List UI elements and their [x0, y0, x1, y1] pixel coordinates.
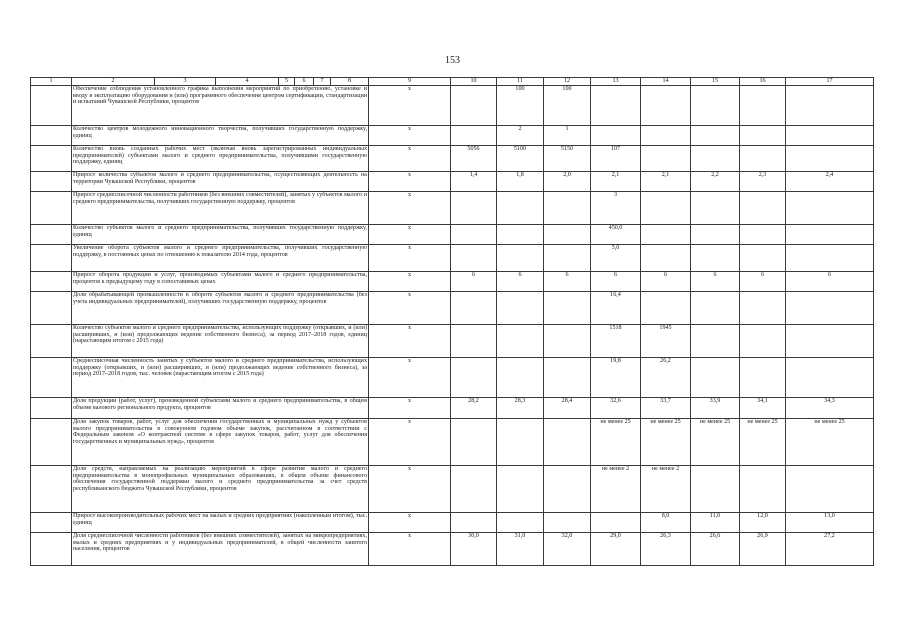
indicator-value: [451, 513, 497, 533]
indicator-value: 11,0: [691, 513, 740, 533]
column-header: 9: [369, 78, 451, 86]
table-row: [31, 466, 874, 513]
row-number-cell: [31, 225, 72, 245]
column-header: 16: [740, 78, 786, 86]
indicator-value: x: [369, 272, 451, 292]
indicator-value: [451, 245, 497, 272]
indicator-description: Прирост высокопроизводительных рабочих мест на малых и средних предприятиях (накопленным итогом), тыс. единиц: [72, 513, 369, 533]
indicator-value: [451, 225, 497, 245]
indicator-value: [691, 466, 740, 513]
indicator-value: x: [369, 419, 451, 466]
indicator-value: 8,0: [641, 513, 691, 533]
indicator-value: [451, 325, 497, 358]
indicator-value: 30,0: [451, 533, 497, 566]
indicator-value: 2,4: [786, 172, 874, 192]
table-row: [31, 533, 874, 566]
indicator-value: 6: [641, 272, 691, 292]
indicator-value: 6: [497, 272, 544, 292]
indicator-value: [497, 192, 544, 225]
indicator-value: [786, 86, 874, 126]
indicator-value: 28,3: [497, 398, 544, 419]
column-header: 13: [591, 78, 641, 86]
indicator-value: 6: [451, 272, 497, 292]
indicator-value: 1945: [641, 325, 691, 358]
indicator-value: [740, 325, 786, 358]
indicator-value: [641, 126, 691, 146]
indicator-value: 31,0: [497, 533, 544, 566]
indicator-value: [544, 292, 591, 325]
indicator-value: 6: [786, 272, 874, 292]
indicator-value: [451, 86, 497, 126]
indicator-value: [544, 358, 591, 398]
column-header: 10: [451, 78, 497, 86]
indicator-value: 2,1: [641, 172, 691, 192]
indicator-value: 2,3: [740, 172, 786, 192]
row-number-cell: [31, 513, 72, 533]
indicator-value: [691, 292, 740, 325]
indicator-value: 26,9: [740, 533, 786, 566]
indicator-value: 13,0: [786, 513, 874, 533]
indicator-value: 34,1: [740, 398, 786, 419]
indicator-description: Прирост количества субъектов малого и среднего предпринимательства, осуществляющих деятельность на территории Чувашской Республики, процентов: [72, 172, 369, 192]
row-number-cell: [31, 126, 72, 146]
column-header: 8: [331, 78, 369, 86]
column-header: 15: [691, 78, 740, 86]
indicator-value: 1,8: [497, 172, 544, 192]
indicator-value: [544, 466, 591, 513]
column-header: 4: [216, 78, 279, 86]
indicator-value: [786, 192, 874, 225]
indicator-value: [786, 466, 874, 513]
indicator-value: [591, 126, 641, 146]
indicator-value: [786, 245, 874, 272]
indicator-value: [544, 513, 591, 533]
indicator-value: [451, 358, 497, 398]
table-row: [31, 172, 874, 192]
indicator-value: [544, 419, 591, 466]
indicator-description: Обеспечение соблюдения установленного графика выполнения мероприятий по приобретению, установке и вводу в эксплуатацию оборудования и (или) программного обеспечения центром сертификации, стандартизации и испытаний Чувашской Республики, процентов: [72, 86, 369, 126]
indicator-value: не менее 2: [641, 466, 691, 513]
table-row: [31, 126, 874, 146]
indicator-value: 12,0: [740, 513, 786, 533]
indicator-value: [786, 292, 874, 325]
indicator-value: 33,7: [641, 398, 691, 419]
indicator-value: [786, 325, 874, 358]
indicator-value: x: [369, 398, 451, 419]
indicator-description: Количество вновь созданных рабочих мест (включая вновь зарегистрированных индивидуальных предпринимателей) субъектами малого и среднего предпринимательства, получившими государственную поддержку, единиц: [72, 146, 369, 172]
indicator-value: [641, 292, 691, 325]
table-row: [31, 398, 874, 419]
column-header: 12: [544, 78, 591, 86]
indicator-value: не менее 2: [591, 466, 641, 513]
indicator-value: [740, 146, 786, 172]
indicator-value: 2,1: [591, 172, 641, 192]
indicator-value: x: [369, 292, 451, 325]
indicator-value: 1: [544, 126, 591, 146]
indicator-value: [691, 126, 740, 146]
indicator-value: [641, 86, 691, 126]
indicator-value: [691, 225, 740, 245]
indicator-description: Доля средств, направляемых на реализацию мероприятий в сфере развития малого и среднего предпринимательства в монопрофильных муниципальных образованиях, в общем объеме финансового обеспечения государственной поддержки малого и среднего предпринимательства за счет средств республиканского бюджета Чувашской Республики, процентов: [72, 466, 369, 513]
column-header: 7: [314, 78, 331, 86]
indicator-value: 5056: [451, 146, 497, 172]
header-row: [31, 78, 874, 86]
indicator-value: 1518: [591, 325, 641, 358]
indicator-value: [740, 86, 786, 126]
indicator-description: Доля продукции (работ, услуг), произведенной субъектами малого и среднего предпринимательства, в общем объеме валового регионального продукта, процентов: [72, 398, 369, 419]
indicator-value: 27,2: [786, 533, 874, 566]
table-row: [31, 225, 874, 245]
indicator-description: Среднесписочная численность занятых у субъектов малого и среднего предпринимательства, использующих поддержку (открывших, и (или) расширивших, и (или) продолжающих ведение собственного бизнеса), за период 2017–2018 годов, тыс. человек (нарастающим итогом с 2015 года): [72, 358, 369, 398]
indicator-value: не менее 25: [786, 419, 874, 466]
indicator-value: [544, 192, 591, 225]
column-header: 17: [786, 78, 874, 86]
column-header: 2: [72, 78, 155, 86]
row-number-cell: [31, 325, 72, 358]
indicator-description: Доля закупок товаров, работ, услуг для обеспечения государственных и муниципальных нужд у субъектов малого предпринимательства в совокупном годовом объеме закупок, рассчитанном в соответствии с Федеральным законом «О контрактной системе в сфере закупок товаров, работ, услуг для обеспечения государственных и муниципальных нужд», процентов: [72, 419, 369, 466]
indicator-value: [691, 325, 740, 358]
indicator-value: [591, 86, 641, 126]
table-body: [31, 86, 874, 566]
table-row: [31, 146, 874, 172]
row-number-cell: [31, 192, 72, 225]
indicator-value: 100: [497, 86, 544, 126]
indicator-value: 5150: [544, 146, 591, 172]
indicator-value: [451, 292, 497, 325]
row-number-cell: [31, 245, 72, 272]
indicator-value: [451, 419, 497, 466]
indicator-value: x: [369, 225, 451, 245]
table-row: [31, 325, 874, 358]
indicator-value: [497, 225, 544, 245]
indicator-value: [740, 466, 786, 513]
indicator-value: [497, 466, 544, 513]
indicator-description: Количество центров молодежного инновационного творчества, получивших государственную поддержку, единиц: [72, 126, 369, 146]
indicator-value: [497, 419, 544, 466]
indicator-value: x: [369, 533, 451, 566]
column-header: 6: [295, 78, 314, 86]
row-number-cell: [31, 146, 72, 172]
indicator-value: [544, 325, 591, 358]
indicator-value: [740, 245, 786, 272]
indicators-table: [30, 77, 874, 566]
indicator-value: [641, 146, 691, 172]
indicator-value: 100: [544, 86, 591, 126]
indicator-value: [451, 466, 497, 513]
indicator-value: 34,3: [786, 398, 874, 419]
indicator-value: не менее 25: [740, 419, 786, 466]
indicator-description: Количество субъектов малого и среднего предпринимательства, получивших государственную поддержку, единиц: [72, 225, 369, 245]
indicator-value: 32,0: [544, 533, 591, 566]
row-number-cell: [31, 172, 72, 192]
column-header: 3: [155, 78, 216, 86]
indicator-value: не менее 25: [641, 419, 691, 466]
indicator-value: 29,0: [591, 533, 641, 566]
row-number-cell: [31, 466, 72, 513]
indicator-value: [497, 513, 544, 533]
indicator-value: [591, 513, 641, 533]
indicator-value: [786, 225, 874, 245]
indicator-value: 2,2: [691, 172, 740, 192]
indicator-value: [451, 126, 497, 146]
indicator-value: x: [369, 245, 451, 272]
row-number-cell: [31, 398, 72, 419]
indicator-value: 2,0: [544, 172, 591, 192]
table-row: [31, 292, 874, 325]
table-row: [31, 513, 874, 533]
indicator-value: x: [369, 466, 451, 513]
indicator-value: [451, 192, 497, 225]
page-number: 153: [445, 55, 460, 66]
indicator-value: не менее 25: [591, 419, 641, 466]
row-number-cell: [31, 86, 72, 126]
column-header: 5: [279, 78, 295, 86]
indicator-value: 26,6: [691, 533, 740, 566]
indicator-value: [740, 225, 786, 245]
table-row: [31, 192, 874, 225]
indicator-value: [691, 146, 740, 172]
indicator-value: 26,2: [641, 358, 691, 398]
indicator-value: 6: [691, 272, 740, 292]
indicator-description: Количество субъектов малого и среднего предпринимательства, использующих поддержку (открывших, и (или) расширивших, и (или) продолжающих ведение собственного бизнеса), за период 2017–2018 годов, единиц (нарастающим итогом с 2015 года): [72, 325, 369, 358]
indicator-value: 28,4: [544, 398, 591, 419]
indicator-value: x: [369, 126, 451, 146]
indicator-value: [544, 225, 591, 245]
column-header: 11: [497, 78, 544, 86]
indicator-value: 5,0: [591, 245, 641, 272]
indicator-value: 33,9: [691, 398, 740, 419]
indicator-value: [691, 192, 740, 225]
indicator-value: 450,0: [591, 225, 641, 245]
indicator-description: Прирост оборота продукции и услуг, производимых субъектами малого и среднего предпринимательства, процентов к предыдущему году в сопоставимых ценах: [72, 272, 369, 292]
indicator-value: [740, 292, 786, 325]
table-row: [31, 245, 874, 272]
indicator-description: Прирост среднесписочной численности работников (без внешних совместителей), занятых у субъектов малого и среднего предпринимательства, получивших государственную поддержку, процентов: [72, 192, 369, 225]
indicator-value: 3: [591, 192, 641, 225]
indicator-value: 107: [591, 146, 641, 172]
indicator-value: [544, 245, 591, 272]
indicator-value: x: [369, 513, 451, 533]
indicator-value: x: [369, 172, 451, 192]
indicator-value: 26,3: [641, 533, 691, 566]
indicator-value: [691, 358, 740, 398]
column-header: 14: [641, 78, 691, 86]
row-number-cell: [31, 358, 72, 398]
indicator-description: Доля среднесписочной численности работников (без внешних совместителей), занятых на микропредприятиях, малых и средних предприятиях и у индивидуальных предпринимателей, в общей численности занятого населения, процентов: [72, 533, 369, 566]
table-row: [31, 358, 874, 398]
indicator-value: [497, 245, 544, 272]
table-row: [31, 272, 874, 292]
table-row: [31, 419, 874, 466]
indicator-value: x: [369, 86, 451, 126]
row-number-cell: [31, 419, 72, 466]
indicator-value: [497, 358, 544, 398]
indicator-value: 1,4: [451, 172, 497, 192]
indicator-value: x: [369, 358, 451, 398]
indicator-value: 6: [591, 272, 641, 292]
indicator-description: Увеличение оборота субъектов малого и среднего предпринимательства, получивших государственную поддержку, в постоянных ценах по отношению к показателю 2014 года, процентов: [72, 245, 369, 272]
indicator-value: 2: [497, 126, 544, 146]
row-number-cell: [31, 272, 72, 292]
indicator-value: [786, 146, 874, 172]
indicator-value: [497, 325, 544, 358]
indicator-description: Доля обрабатывающей промышленности в обороте субъектов малого и среднего предпринимательства (без учета индивидуальных предпринимателей), получивших государственную поддержку, процентов: [72, 292, 369, 325]
indicator-value: 5100: [497, 146, 544, 172]
row-number-cell: [31, 292, 72, 325]
indicator-value: [740, 126, 786, 146]
indicator-value: x: [369, 192, 451, 225]
indicator-value: [641, 192, 691, 225]
indicator-value: x: [369, 146, 451, 172]
indicator-value: 6: [544, 272, 591, 292]
indicator-value: x: [369, 325, 451, 358]
indicator-value: [786, 358, 874, 398]
indicator-value: 16,4: [591, 292, 641, 325]
indicator-value: 6: [740, 272, 786, 292]
indicator-value: [740, 358, 786, 398]
indicator-value: 32,6: [591, 398, 641, 419]
indicator-value: [786, 126, 874, 146]
indicator-value: [641, 225, 691, 245]
indicator-value: [641, 245, 691, 272]
indicator-value: [497, 292, 544, 325]
table-row: [31, 86, 874, 126]
column-header: 1: [31, 78, 72, 86]
row-number-cell: [31, 533, 72, 566]
indicator-value: 28,2: [451, 398, 497, 419]
indicator-value: [691, 245, 740, 272]
indicator-value: [691, 86, 740, 126]
indicator-value: 19,8: [591, 358, 641, 398]
indicator-value: [740, 192, 786, 225]
indicator-value: не менее 25: [691, 419, 740, 466]
